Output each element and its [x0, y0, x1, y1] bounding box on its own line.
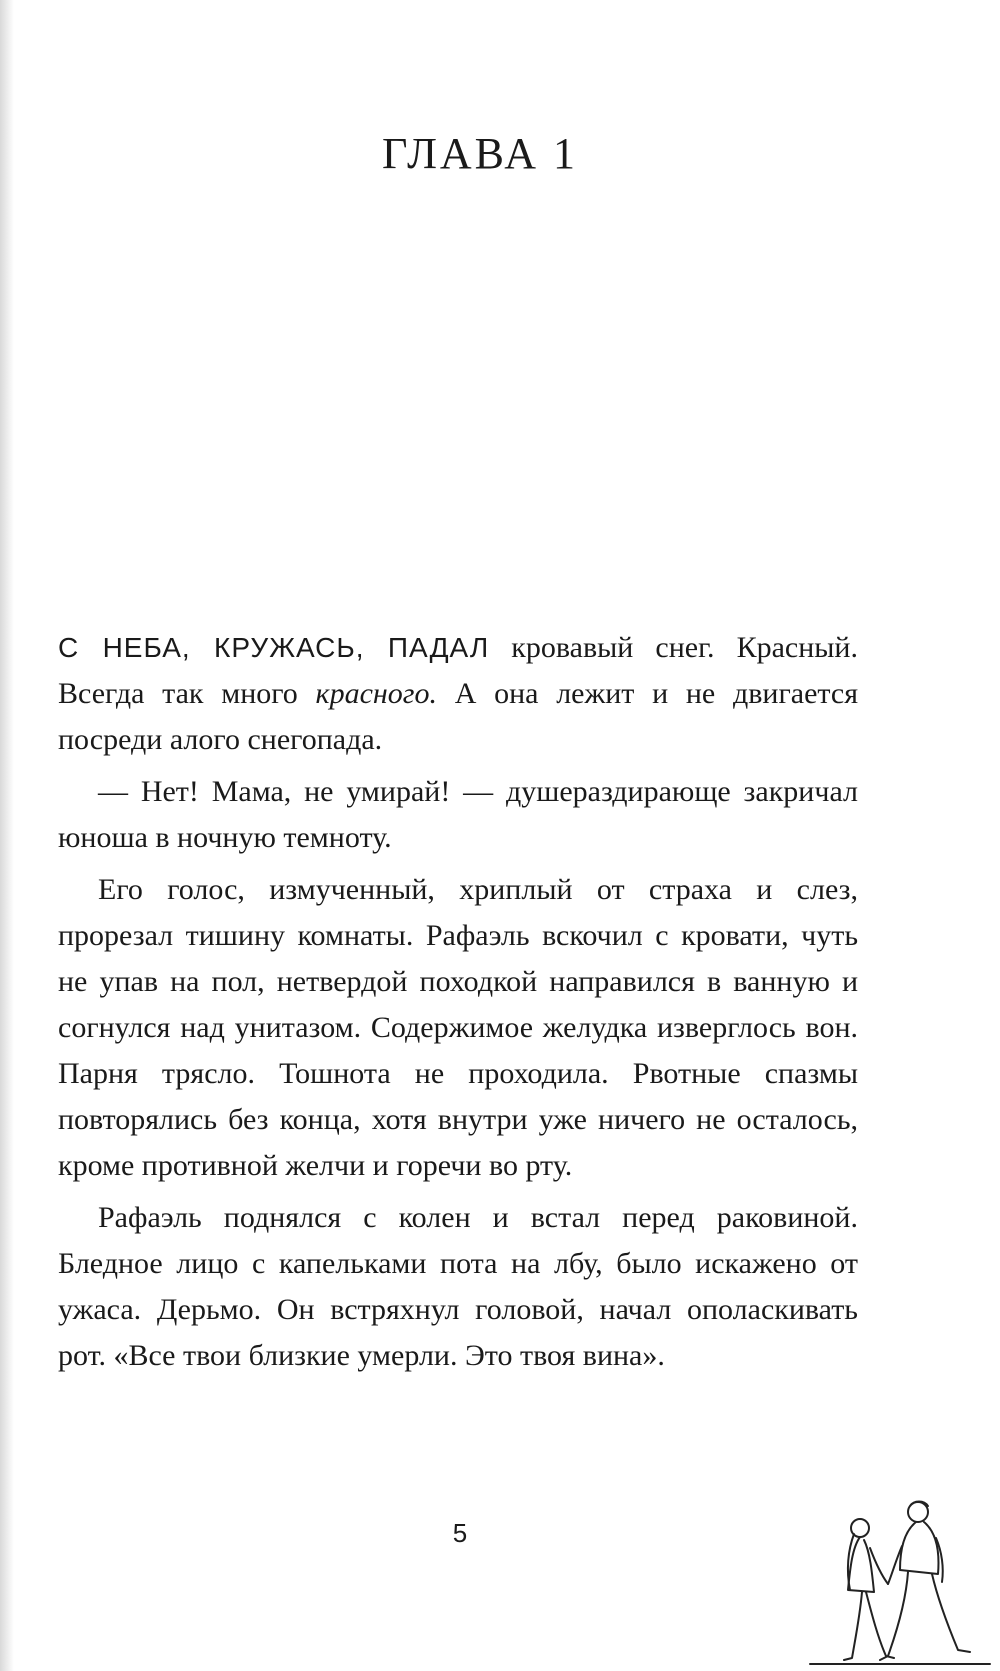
- paragraph-4: Рафаэль поднялся с колен и встал перед раковиной. Бледное лицо с капельками пота на лбу, было искажено от ужаса. Дерьмо. Он встряхнул головой, начал ополаскивать рот. «Все твои близкие умерли. Это твоя вина».: [58, 1201, 858, 1372]
- page-edge-shadow: [0, 0, 14, 1671]
- paragraph-1: [58, 625, 858, 763]
- paragraph-2: — Нет! Мама, не умирай! — душераздирающе закричал юноша в ночную темноту.: [58, 775, 858, 854]
- chapter-title: ГЛАВА 1: [381, 129, 579, 178]
- opening-small-caps: С НЕБА, КРУЖАСЬ, ПАДАЛ: [58, 632, 490, 663]
- chapter-body: [58, 625, 858, 1385]
- emphasis-word: красного.: [315, 677, 437, 710]
- walking-couple-illustration: [790, 1490, 1000, 1671]
- paragraph-1-text-b: А она лежит и не двигается посреди алого снегопада.: [58, 677, 858, 756]
- paragraph-3: Его голос, измученный, хриплый от страха и слез, прорезал тишину комнаты. Рафаэль вскочил с кровати, чуть не упав на пол, нетвердой походкой направился в ванную и согнулся над унитазом. Содержимое желудка изверглось вон. Парня трясло. Тошнота не проходила. Рвотные спазмы повторялись без конца, хотя внутри уже ничего не осталось, кроме противной желчи и горечи во рту.: [58, 873, 858, 1182]
- paragraph-1-text-a: кровавый снег. Красный. Всегда так много: [58, 631, 858, 710]
- page-number: 5: [452, 1518, 468, 1548]
